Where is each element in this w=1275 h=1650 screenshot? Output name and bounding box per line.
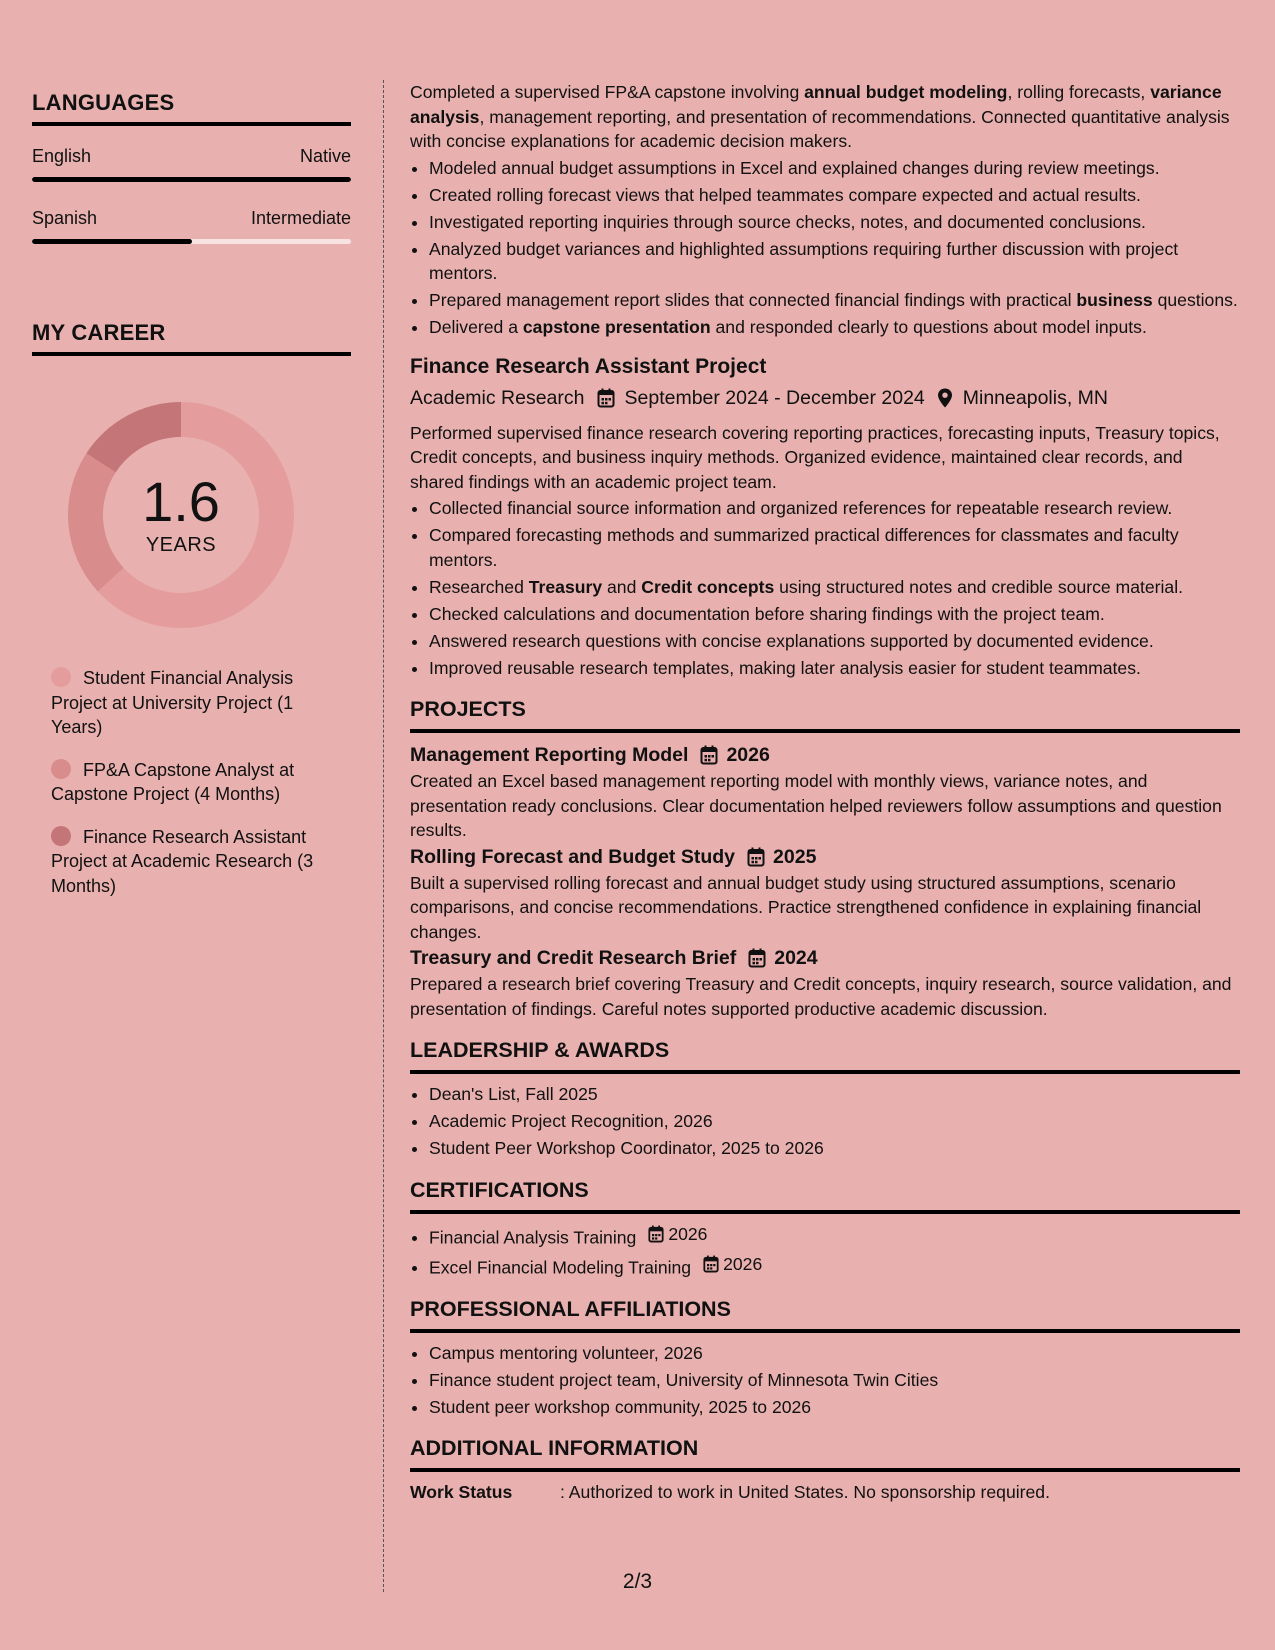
job-bullets <box>410 496 1240 680</box>
list-item <box>429 1222 1240 1250</box>
project-year: 2024 <box>774 947 818 969</box>
capstone-bullets <box>410 156 1240 340</box>
job-org: Academic Research <box>410 386 585 409</box>
certification-name: Financial Analysis Training <box>429 1226 637 1247</box>
language-proficiency-bar <box>32 239 351 244</box>
languages-heading: LANGUAGES <box>32 90 351 126</box>
list-item: • Collected financial source information and organized references for repeatable research review. <box>429 496 1240 521</box>
list-item: • Campus mentoring volunteer, 2026 <box>429 1341 1240 1366</box>
calendar-icon <box>597 388 615 408</box>
project-item <box>410 843 1240 945</box>
project-year: 2026 <box>726 744 770 766</box>
work-status-label: Work Status <box>410 1482 513 1502</box>
column-divider <box>383 80 384 1592</box>
list-item: • Student Peer Workshop Coordinator, 2025 to 2026 <box>429 1136 1240 1161</box>
list-item: • Answered research questions with concise explanations supported by documented evidence. <box>429 629 1240 654</box>
language-name: English <box>32 146 92 166</box>
affiliations-list <box>410 1341 1240 1420</box>
certification-name: Excel Financial Modeling Training <box>429 1257 692 1277</box>
project-description: Created an Excel based management reporting model with monthly views, variance notes, and presentation ready conclusions. Clear documentation helped reviewers follow assumptions and question results. <box>410 771 1222 840</box>
legend-dot <box>51 759 71 779</box>
list-item: • Delivered a capstone presentation and responded clearly to questions about model inputs. <box>429 315 1240 340</box>
leadership-heading: LEADERSHIP & AWARDS <box>410 1035 1240 1074</box>
career-heading: MY CAREER <box>32 320 351 356</box>
language-name: Spanish <box>32 208 98 228</box>
left-column <box>32 90 351 916</box>
right-column <box>410 80 1240 1505</box>
calendar-icon <box>700 745 718 765</box>
location-pin-icon <box>937 388 953 408</box>
list-item: • Checked calculations and documentation before sharing findings with the project team. <box>429 602 1240 627</box>
list-item <box>429 1252 1240 1280</box>
legend-label: Student Financial Analysis Project at University Project (1 Years) <box>51 668 294 737</box>
career-years-label: YEARS <box>145 533 217 556</box>
project-title: Rolling Forecast and Budget Study <box>410 845 736 868</box>
legend-label: FP&A Capstone Analyst at Capstone Project (4 Months) <box>51 759 295 804</box>
job-summary: Performed supervised finance research covering reporting practices, forecasting inputs, Treasury topics, Credit concepts, and business inquiry methods. Organized evidence, maintained clear records, and shared findings with an academic project team. <box>410 422 1220 492</box>
projects-heading: PROJECTS <box>410 694 1240 733</box>
language-proficiency-fill <box>32 177 351 182</box>
language-level: Intermediate <box>250 208 351 228</box>
certification-year: 2026 <box>723 1253 763 1274</box>
list-item: • Compared forecasting methods and summarized practical differences for classmates and faculty mentors. <box>429 523 1240 572</box>
work-status-row <box>410 1480 1240 1505</box>
legend-dot <box>51 667 71 687</box>
legend-item <box>51 825 341 899</box>
list-item: • Dean's List, Fall 2025 <box>429 1082 1240 1107</box>
calendar-icon <box>648 1225 664 1243</box>
additional-info-heading: ADDITIONAL INFORMATION <box>410 1433 1240 1472</box>
language-item <box>32 146 351 182</box>
list-item: • Investigated reporting inquiries through source checks, notes, and documented conclusions. <box>429 210 1240 235</box>
certifications-heading: CERTIFICATIONS <box>410 1175 1240 1214</box>
legend-label: Finance Research Assistant Project at Academic Research (3 Months) <box>51 826 314 896</box>
legend-item <box>51 666 341 740</box>
list-item: • Created rolling forecast views that helped teammates compare expected and actual results. <box>429 183 1240 208</box>
project-year: 2025 <box>773 845 817 868</box>
career-legend <box>51 666 341 898</box>
list-item: • Modeled annual budget assumptions in Excel and explained changes during review meetings. <box>429 156 1240 181</box>
affiliations-heading: PROFESSIONAL AFFILIATIONS <box>410 1294 1240 1333</box>
list-item: • Researched Treasury and Credit concepts using structured notes and credible source material. <box>429 575 1240 600</box>
list-item: • Finance student project team, University of Minnesota Twin Cities <box>429 1368 1240 1393</box>
list-item: • Improved reusable research templates, making later analysis easier for student teammates. <box>429 656 1240 681</box>
calendar-icon <box>748 948 766 968</box>
career-total-years: 1.6 <box>142 469 220 533</box>
language-proficiency-bar <box>32 177 351 182</box>
language-level: Native <box>299 146 351 166</box>
project-description: Prepared a research brief covering Treasury and Credit concepts, inquiry research, source validation, and presentation of findings. Careful notes supported productive academic discussion. <box>410 974 1232 1019</box>
career-donut-chart <box>66 400 296 630</box>
job-meta <box>410 383 1240 413</box>
legend-item <box>51 758 341 807</box>
certification-year: 2026 <box>668 1223 708 1244</box>
leadership-list <box>410 1082 1240 1161</box>
project-item <box>410 741 1240 843</box>
job-location: Minneapolis, MN <box>962 386 1108 409</box>
list-item: • Prepared management report slides that connected financial findings with practical business questions. <box>429 288 1240 313</box>
list-item: • Analyzed budget variances and highlighted assumptions requiring further discussion with project mentors. <box>429 237 1240 286</box>
work-status-value: : Authorized to work in United States. No sponsorship required. <box>560 1482 1050 1502</box>
language-item <box>32 208 351 244</box>
calendar-icon <box>703 1255 719 1273</box>
project-item <box>410 944 1240 1021</box>
job-dates: September 2024 - December 2024 <box>624 386 925 409</box>
project-title: Management Reporting Model <box>410 744 689 766</box>
legend-dot <box>51 826 71 846</box>
language-proficiency-fill <box>32 239 192 244</box>
certifications-list <box>410 1222 1240 1280</box>
list-item: • Student peer workshop community, 2025 to 2026 <box>429 1395 1240 1420</box>
list-item: • Academic Project Recognition, 2026 <box>429 1109 1240 1134</box>
job-title: Finance Research Assistant Project <box>410 354 767 378</box>
capstone-summary: Completed a supervised FP&A capstone involving annual budget modeling, rolling forecasts, variance analysis, management reporting, and presentation of recommendations. Connected quantitative analysis with concise explanations for academic decision makers. <box>410 82 1230 151</box>
calendar-icon <box>747 847 765 867</box>
project-description: Built a supervised rolling forecast and annual budget study using structured assumptions, scenario comparisons, and concise recommendations. Practice strengthened confidence in explaining financial changes. <box>410 872 1202 942</box>
project-title: Treasury and Credit Research Brief <box>410 947 737 969</box>
page-number: 2/3 <box>622 1570 653 1593</box>
